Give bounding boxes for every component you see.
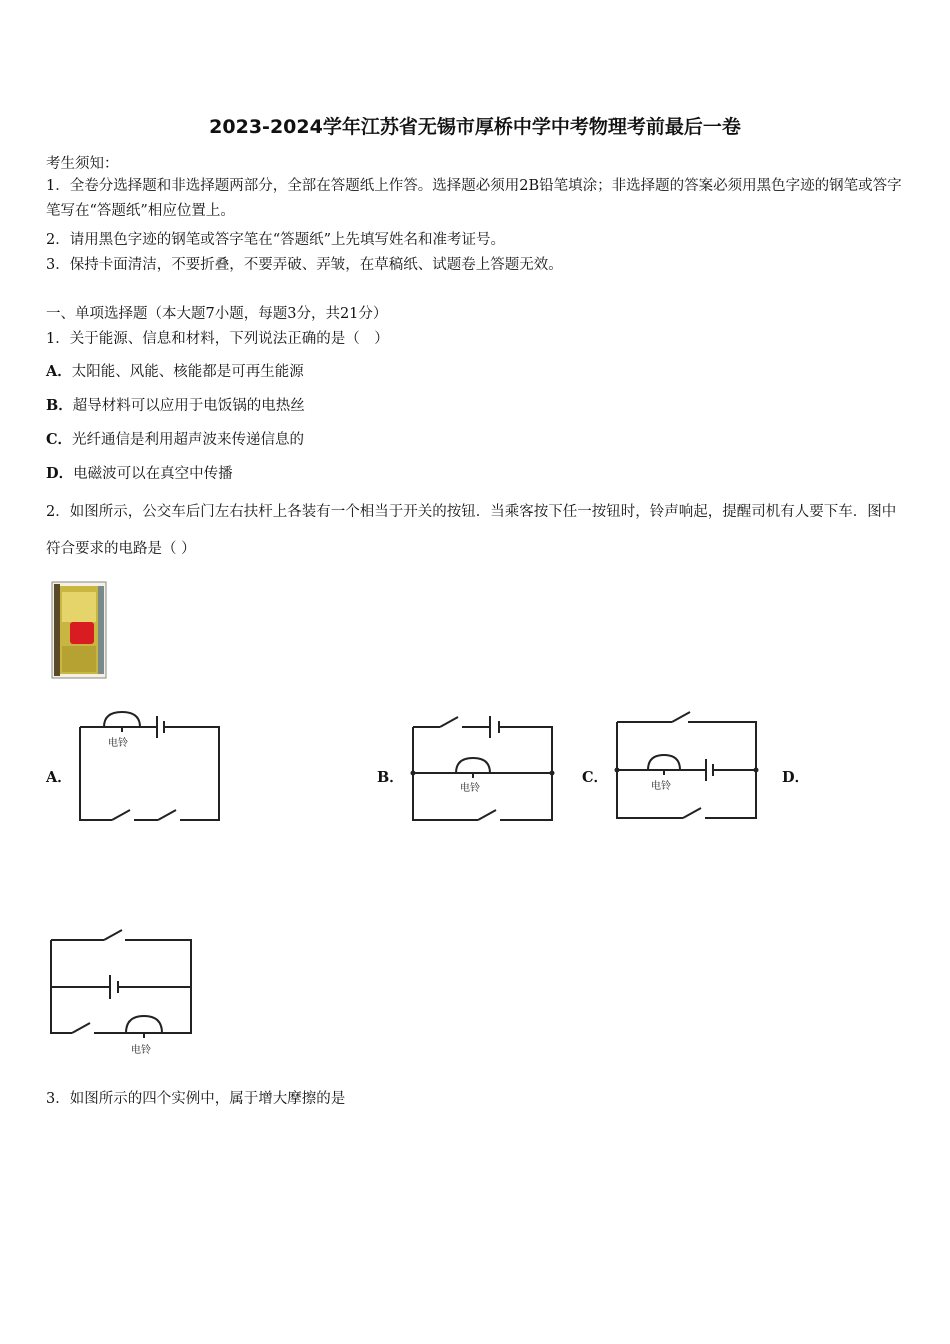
q3-stem: 3．如图所示的四个实例中，属于增大摩擦的是 — [46, 1091, 346, 1107]
q2-option-a-label: A． — [46, 769, 72, 786]
option-text: 太阳能、风能、核能都是可再生能源 — [71, 364, 304, 380]
bell-label: 电铃 — [108, 738, 128, 749]
q2-option-b-label: B． — [377, 769, 404, 786]
page-title: 2023-2024学年江苏省无锡市厚桥中学中考物理考前最后一卷 — [209, 116, 741, 138]
option-label: A． — [46, 363, 72, 380]
q2-stem: 2．如图所示，公交车后门左右扶杆上各装有一个相当于开关的按钮．当乘客按下任一按钮时，铃声响起，提醒司机有人要下车．图中符合要求的电路是（ ） — [46, 504, 897, 557]
option-text: 超导材料可以应用于电饭锅的电热丝 — [72, 398, 305, 414]
q2-option-d-label: D． — [782, 769, 810, 786]
q2-option-c-label: C． — [582, 769, 609, 786]
circuit-c-diagram — [615, 712, 759, 818]
q1-stem: 1．关于能源、信息和材料，下列说法正确的是（ ） — [46, 331, 389, 347]
notice-item-1: 1．全卷分选择题和非选择题两部分，全部在答题纸上作答。选择题必须用2B铅笔填涂；非选择题的答案必须用黑色字迹的钢笔或答字笔写在“答题纸”相应位置上。 — [46, 178, 902, 219]
bell-label: 电铃 — [131, 1045, 151, 1056]
circuit-a-diagram — [80, 712, 219, 820]
option-label: D． — [46, 465, 74, 482]
notice-item-3: 3．保持卡面清洁，不要折叠，不要弄破、弄皱，在草稿纸、试题卷上答题无效。 — [46, 257, 563, 273]
notice-item-2: 2．请用黑色字迹的钢笔或答字笔在“答题纸”上先填写姓名和准考证号。 — [46, 232, 506, 248]
option-label: C． — [46, 431, 73, 448]
notice-heading: 考生须知： — [46, 156, 119, 172]
section-heading: 一、单项选择题（本大题7小题，每题3分，共21分） — [46, 306, 388, 322]
circuit-d-diagram — [51, 930, 191, 1056]
bell-label: 电铃 — [651, 781, 671, 792]
option-text: 电磁波可以在真空中传播 — [73, 466, 233, 482]
circuit-b-diagram — [411, 716, 555, 820]
bell-label: 电铃 — [460, 783, 480, 794]
option-text: 光纤通信是利用超声波来传递信息的 — [72, 432, 305, 448]
option-label: B． — [46, 397, 73, 414]
